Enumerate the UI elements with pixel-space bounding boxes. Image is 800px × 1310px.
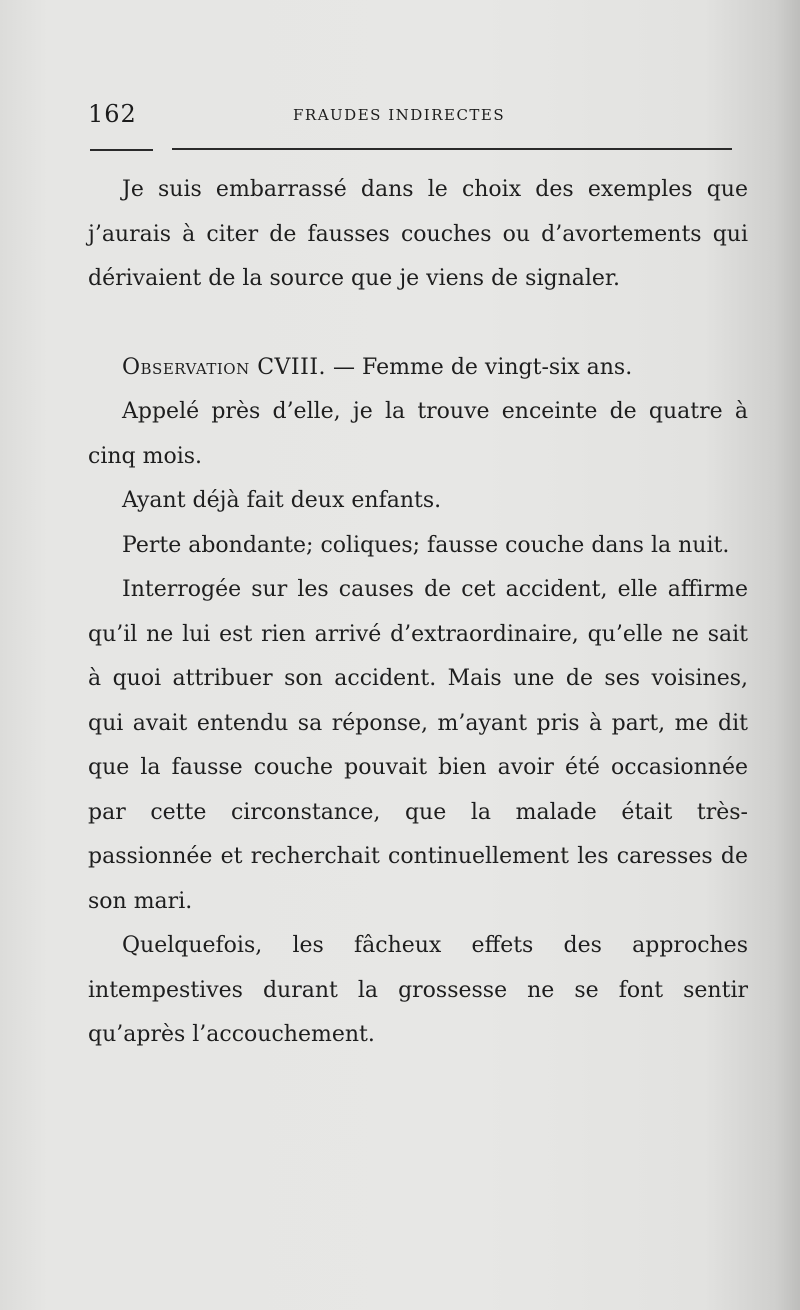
header-rule-short (90, 149, 153, 151)
page-header (88, 100, 738, 134)
paragraph-conclusion: Quelquefois, les fâcheux effets des approches intempestives durant la grossesse ne se font sentir qu’après l’accouchement. (88, 933, 748, 1047)
body-text (88, 168, 748, 1058)
paragraph-children: Ayant déjà fait deux enfants. (122, 488, 442, 513)
header-rule-long (172, 148, 732, 150)
page-number: 162 (88, 100, 137, 128)
paragraph-intro: Je suis embarrassé dans le choix des exemples que j’aurais à citer de fausses couches ou d’avortements qui dérivaient de la source que je viens de signaler. (88, 177, 748, 291)
paragraph-loss: Perte abondante; coliques; fausse couche dans la nuit. (122, 532, 730, 558)
paragraph-interrogation: Interrogée sur les causes de cet accident, elle affirme qu’il ne lui est rien arrivé d’extraordinaire, qu’elle ne sait à quoi attribuer son accident. Mais une de ses voisines, qui avait entendu sa réponse, m’ayant pris à part, me dit que la fausse couche pouvait bien avoir été occasionnée par cette circonstance, que la malade était très-passionnée et recherchait continuellement les caresses de son mari. (88, 577, 748, 914)
paragraph-called: Appelé près d’elle, je la trouve enceinte de quatre à cinq mois. (88, 399, 748, 469)
observation-subject: — Femme de vingt-six ans. (326, 354, 633, 380)
running-title: FRAUDES INDIRECTES (293, 106, 506, 124)
observation-heading (88, 346, 748, 391)
observation-label: Observation CVIII. (122, 354, 327, 380)
